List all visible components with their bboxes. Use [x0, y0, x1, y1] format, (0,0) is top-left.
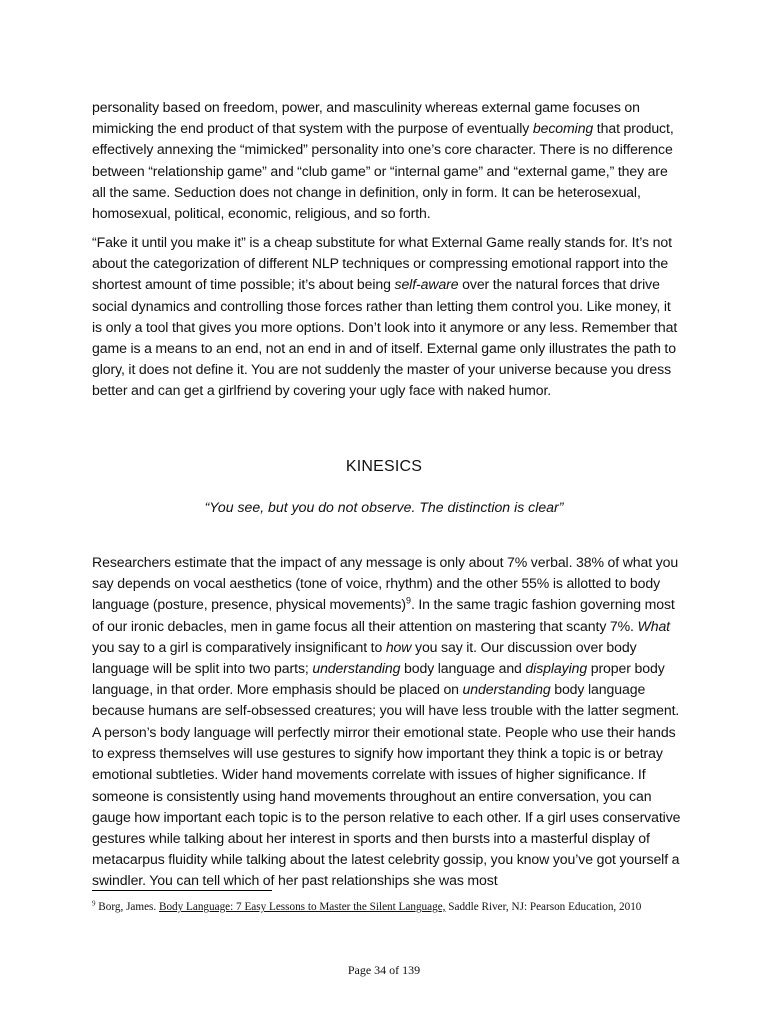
paragraph-fake-it	[92, 232, 682, 402]
paragraph-text: personality based on freedom, power, and masculinity whereas external game focuses on mimicking the end product of that system with the purpose of eventually becoming that product, effectively annexing the “mimicked” personality into one’s core character. There is no difference between “relationship game” and “club game” or “internal game” and “external game,” they are all the same. Seduction does not change in definition, only in form. It can be heterosexual, homosexual, political, economic, religious, and so forth.	[92, 99, 674, 222]
emphasis: displaying	[525, 660, 588, 677]
paragraph-text: “Fake it until you make it” is a cheap substitute for what External Game really stands for. It’s not about the categorization of different NLP techniques or compressing emotional rapport into the shortest amount of time possible; it’s about being self-aware over the natural forces that drive social dynamics and controlling those forces rather than letting them control you. Like money, it is only a tool that gives you more options. Don’t look into it anymore or any less. Remember that game is a means to an end, not an end in and of itself. External game only illustrates the path to glory, it does not define it. You are not suddenly the master of your universe because you dress better and can get a girlfriend by covering your ugly face with naked humor.	[92, 234, 678, 399]
emphasis: What	[637, 617, 670, 634]
emphasis: understanding	[312, 660, 401, 677]
footnote: $^9$ Borg, James. Body Language: 7 Easy Lessons to Master the Silent Language, Saddle River, NJ: Pearson Education, 2010	[92, 899, 642, 913]
emphasis: how	[385, 638, 412, 655]
page-number: Page 34 of 139	[347, 963, 421, 977]
emphasis: understanding	[462, 681, 551, 698]
section-epigraph: “You see, but you do not observe. The distinction is clear”	[204, 499, 564, 515]
footnote-marker: 9	[92, 899, 96, 908]
footnote-divider	[92, 890, 272, 891]
section-heading: KINESICS	[345, 458, 423, 475]
paragraph-text: A person’s body language will perfectly mirror their emotional state. People who use their hands to express themselves will use gestures to signify how important they think a topic is or betray emotional subtleties. Wider hand movements correlate with issues of higher significance. If someone is consistently using hand movements throughout an entire conversation, you can gauge how important each topic is to the person relative to each other. If a girl uses conservative gestures while talking about her interest in sports and then bursts into a masterful display of metacarpus fluidity while talking about the latest celebrity gossip, you know you’ve got yourself a swindler. You can tell which of her past relationships she was most	[92, 724, 681, 889]
emphasis: self-aware	[394, 276, 459, 293]
paragraph-external-game	[92, 97, 682, 224]
paragraph-researchers	[92, 552, 682, 722]
paragraph-body-language	[92, 722, 682, 892]
footnote-reference[interactable]: 9	[406, 595, 411, 606]
emphasis: becoming	[532, 120, 594, 137]
paragraph-text: Researchers estimate that the impact of any message is only about 7% verbal. 38% of what you say depends on vocal aesthetics (tone of voice, rhythm) and the other 55% is allotted to body language (posture, presence, physical movements)$^9$. In the same tragic fashion governing most of our ironic debacles, men in game focus all their attention on mastering that scanty 7%. What you say to a girl is comparatively insignificant to how you say it. Our discussion over body language will be split into two parts; understanding body language and displaying proper body language, in that order. More emphasis should be placed on understanding body language because humans are self-obsessed creatures; you will have less trouble with the latter segment.	[92, 554, 680, 719]
footnote-book-title: Body Language: 7 Easy Lessons to Master the Silent Language,	[159, 901, 446, 913]
